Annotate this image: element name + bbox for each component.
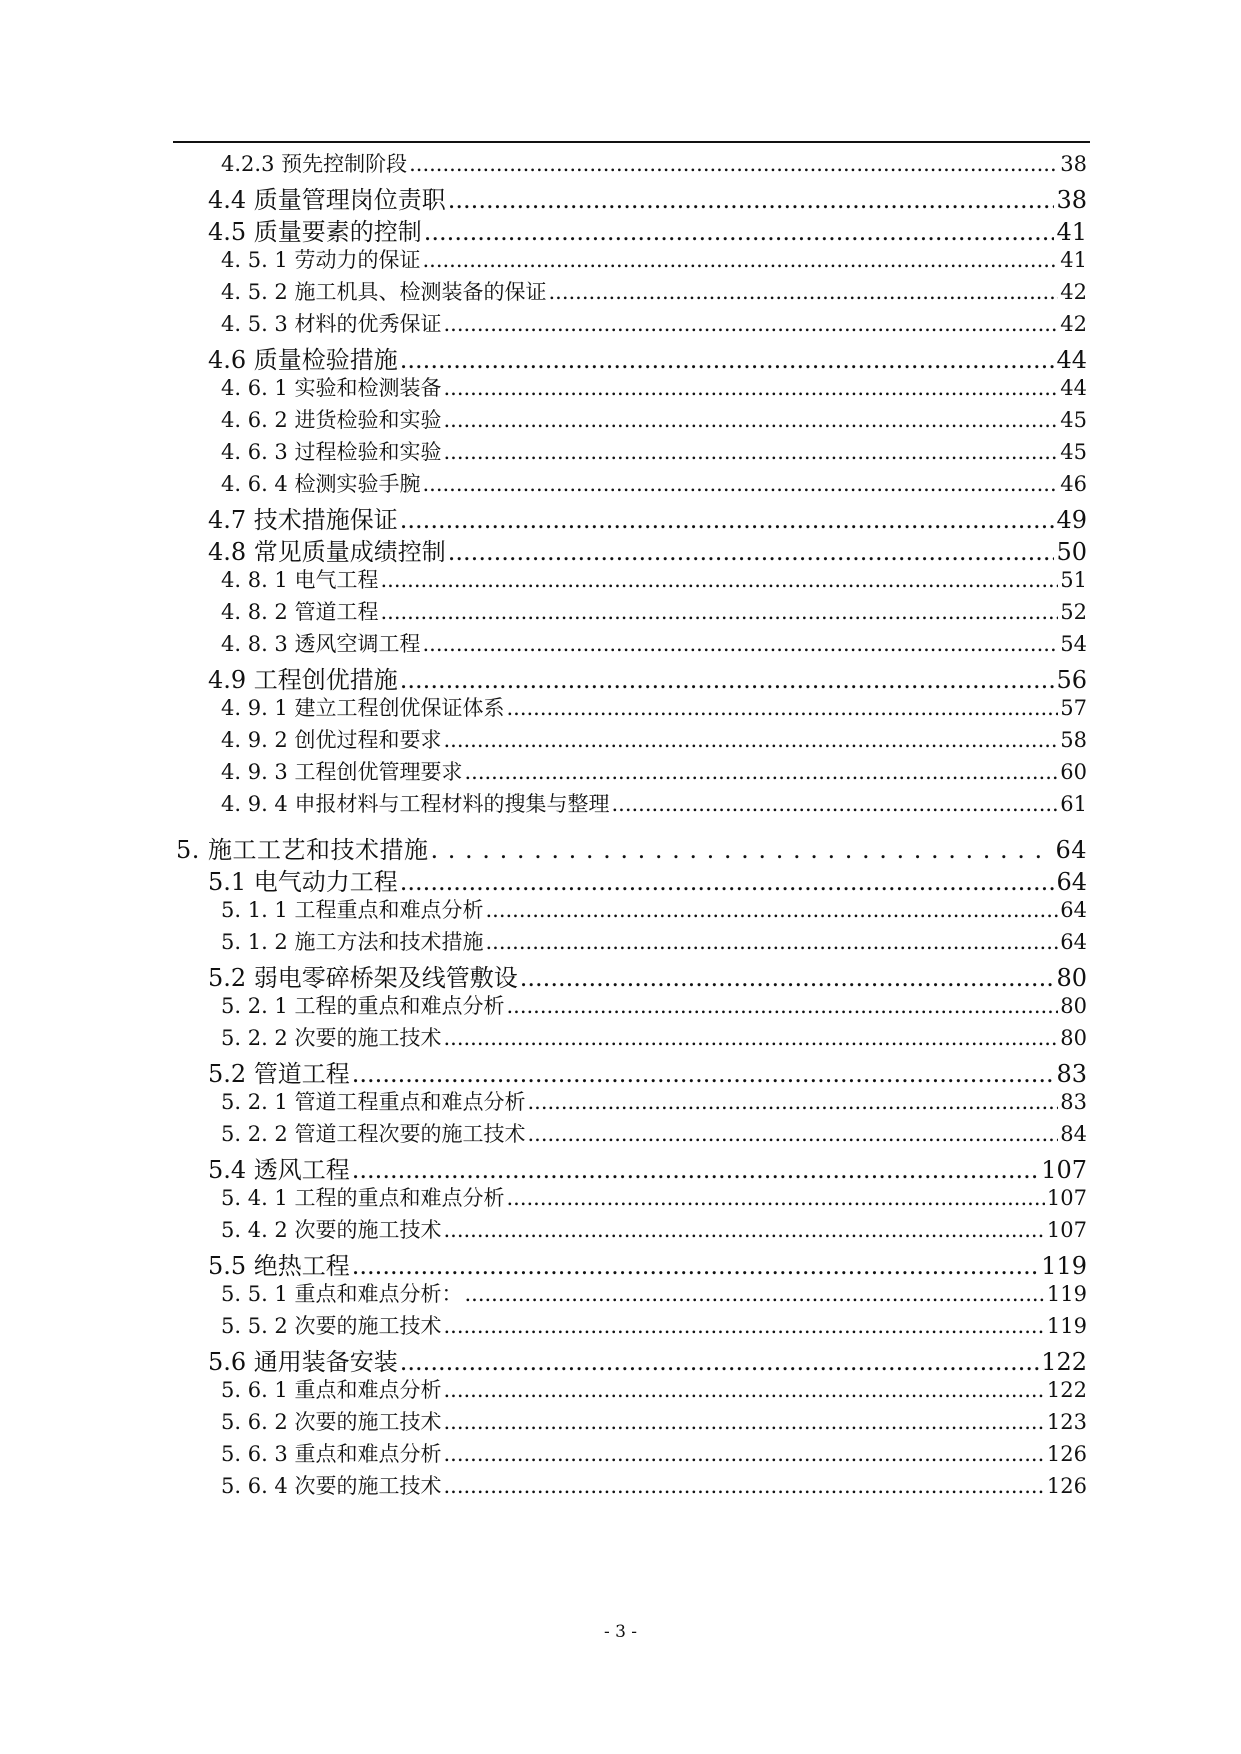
toc-leader-dots bbox=[443, 408, 1058, 432]
toc-entry[interactable] bbox=[221, 244, 1087, 274]
toc-entry-page: 52 bbox=[1060, 600, 1087, 624]
toc-entry[interactable] bbox=[221, 990, 1087, 1020]
toc-entry-title: 5. 2. 2 次要的施工技术 bbox=[221, 1026, 442, 1050]
toc-leader-dots bbox=[424, 218, 1055, 246]
toc-entry[interactable] bbox=[221, 564, 1087, 594]
toc-entry-page: 122 bbox=[1046, 1378, 1087, 1402]
toc-entry-page: 64 bbox=[1055, 836, 1087, 864]
toc-entry-title: 4.6 质量检验措施 bbox=[208, 346, 398, 374]
toc-entry[interactable] bbox=[208, 958, 1087, 993]
toc-entry-title: 5. 6. 1 重点和难点分析 bbox=[221, 1378, 442, 1402]
toc-leader-dots bbox=[485, 930, 1058, 954]
toc-entry[interactable] bbox=[221, 724, 1087, 754]
toc-entry-page: 45 bbox=[1060, 440, 1087, 464]
toc-leader-dots bbox=[400, 346, 1055, 374]
toc-leader-dots bbox=[400, 1348, 1039, 1376]
toc-entry-title: 4. 5. 1 劳动力的保证 bbox=[221, 248, 421, 272]
toc-entry[interactable] bbox=[221, 1374, 1087, 1404]
toc-leader-dots bbox=[422, 472, 1058, 496]
toc-leader-dots bbox=[400, 506, 1055, 534]
toc-entry-page: 38 bbox=[1060, 152, 1087, 176]
toc-entry[interactable] bbox=[208, 660, 1087, 695]
toc-entry-page: 58 bbox=[1060, 728, 1087, 752]
toc-entry-title: 4.4 质量管理岗位责职 bbox=[208, 186, 446, 214]
toc-entry-page: 119 bbox=[1041, 1252, 1087, 1280]
toc-entry-page: 44 bbox=[1056, 346, 1087, 374]
toc-leader-dots bbox=[431, 836, 1054, 864]
toc-entry-title: 5. 6. 4 次要的施工技术 bbox=[221, 1474, 442, 1498]
toc-entry-title: 4. 9. 3 工程创优管理要求 bbox=[221, 760, 463, 784]
header-rule bbox=[173, 141, 1090, 143]
toc-entry[interactable] bbox=[221, 756, 1087, 786]
toc-entry[interactable] bbox=[221, 628, 1087, 658]
toc-entry-title: 4. 9. 2 创优过程和要求 bbox=[221, 728, 442, 752]
toc-entry[interactable] bbox=[221, 276, 1087, 306]
toc-leader-dots bbox=[422, 632, 1058, 656]
toc-entry[interactable] bbox=[221, 468, 1087, 498]
toc-entry-page: 60 bbox=[1060, 760, 1087, 784]
toc-entry-page: 83 bbox=[1060, 1090, 1087, 1114]
page-number: - 3 - bbox=[603, 1622, 638, 1642]
toc-entry[interactable] bbox=[221, 596, 1087, 626]
toc-entry-page: 122 bbox=[1041, 1348, 1087, 1376]
toc-entry-title: 5.4 透风工程 bbox=[208, 1156, 350, 1184]
toc-leader-dots bbox=[527, 1090, 1058, 1114]
toc-leader-dots bbox=[380, 568, 1058, 592]
toc-leader-dots bbox=[448, 186, 1055, 214]
toc-entry[interactable] bbox=[221, 1278, 1087, 1308]
toc-leader-dots bbox=[443, 1442, 1044, 1466]
toc-entry-page: 80 bbox=[1060, 994, 1087, 1018]
toc-entry-page: 56 bbox=[1056, 666, 1087, 694]
toc-leader-dots bbox=[443, 1026, 1058, 1050]
toc-leader-dots bbox=[352, 1060, 1055, 1088]
toc-entry-page: 83 bbox=[1056, 1060, 1087, 1088]
toc-entry[interactable] bbox=[221, 372, 1087, 402]
toc-entry[interactable] bbox=[221, 404, 1087, 434]
toc-entry-page: 64 bbox=[1060, 898, 1087, 922]
toc-entry-page: 123 bbox=[1046, 1410, 1087, 1434]
toc-entry[interactable] bbox=[221, 1086, 1087, 1116]
toc-entry[interactable] bbox=[221, 1438, 1087, 1468]
toc-entry-page: 126 bbox=[1046, 1442, 1087, 1466]
toc-entry-page: 84 bbox=[1060, 1122, 1087, 1146]
toc-entry-title: 5.6 通用装备安装 bbox=[208, 1348, 398, 1376]
toc-entry[interactable] bbox=[176, 830, 1087, 865]
toc-entry-title: 5. 6. 2 次要的施工技术 bbox=[221, 1410, 442, 1434]
toc-entry-title: 4. 6. 1 实验和检测装备 bbox=[221, 376, 442, 400]
toc-entry-title: 5.5 绝热工程 bbox=[208, 1252, 350, 1280]
toc-leader-dots bbox=[352, 1252, 1039, 1280]
toc-entry[interactable] bbox=[221, 1022, 1087, 1052]
toc-entry-page: 80 bbox=[1060, 1026, 1087, 1050]
toc-entry-title: 5.2 弱电零碎桥架及线管敷设 bbox=[208, 964, 518, 992]
toc-entry-page: 41 bbox=[1056, 218, 1087, 246]
toc-entry[interactable] bbox=[208, 1342, 1087, 1377]
toc-entry-page: 119 bbox=[1046, 1314, 1087, 1338]
toc-entry[interactable] bbox=[208, 500, 1087, 535]
toc-entry-page: 54 bbox=[1060, 632, 1087, 656]
toc-entry-page: 44 bbox=[1060, 376, 1087, 400]
toc-entry[interactable] bbox=[208, 532, 1087, 567]
toc-entry-page: 46 bbox=[1060, 472, 1087, 496]
toc-entry-page: 38 bbox=[1056, 186, 1087, 214]
toc-entry-title: 4.8 常见质量成绩控制 bbox=[208, 538, 446, 566]
toc-leader-dots bbox=[448, 538, 1055, 566]
toc-leader-dots bbox=[611, 792, 1058, 816]
toc-entry-page: 64 bbox=[1056, 868, 1087, 896]
toc-entry-title: 4. 9. 4 申报材料与工程材料的搜集与整理 bbox=[221, 792, 610, 816]
toc-entry-page: 64 bbox=[1060, 930, 1087, 954]
toc-entry-title: 4.5 质量要素的控制 bbox=[208, 218, 422, 246]
toc-entry[interactable] bbox=[221, 308, 1087, 338]
toc-entry-page: 41 bbox=[1060, 248, 1087, 272]
toc-entry-title: 5. 2. 2 管道工程次要的施工技术 bbox=[221, 1122, 526, 1146]
toc-entry-title: 4. 6. 2 进货检验和实验 bbox=[221, 408, 442, 432]
toc-leader-dots bbox=[443, 1474, 1044, 1498]
toc-leader-dots bbox=[443, 1410, 1044, 1434]
toc-leader-dots bbox=[443, 312, 1058, 336]
toc-leader-dots bbox=[548, 280, 1058, 304]
toc-entry-page: 107 bbox=[1046, 1218, 1087, 1242]
toc-entry-title: 4.2.3 预先控制阶段 bbox=[221, 152, 408, 176]
toc-entry-title: 4. 6. 3 过程检验和实验 bbox=[221, 440, 442, 464]
toc-leader-dots bbox=[506, 1186, 1044, 1210]
toc-leader-dots bbox=[443, 376, 1058, 400]
toc-entry-page: 49 bbox=[1056, 506, 1087, 534]
toc-entry-page: 45 bbox=[1060, 408, 1087, 432]
toc-leader-dots bbox=[409, 152, 1058, 176]
toc-leader-dots bbox=[443, 1378, 1044, 1402]
toc-entry[interactable] bbox=[221, 788, 1087, 818]
toc-entry[interactable] bbox=[208, 180, 1087, 215]
toc-entry-title: 4. 5. 2 施工机具、检测装备的保证 bbox=[221, 280, 547, 304]
toc-leader-dots bbox=[422, 248, 1058, 272]
toc-entry[interactable] bbox=[208, 1054, 1087, 1089]
toc-leader-dots bbox=[520, 964, 1055, 992]
toc-entry-page: 107 bbox=[1041, 1156, 1087, 1184]
toc-entry-page: 57 bbox=[1060, 696, 1087, 720]
toc-entry[interactable] bbox=[221, 1470, 1087, 1500]
toc-entry-title: 4. 5. 3 材料的优秀保证 bbox=[221, 312, 442, 336]
toc-entry-title: 4. 9. 1 建立工程创优保证体系 bbox=[221, 696, 505, 720]
toc-entry-title: 5.2 管道工程 bbox=[208, 1060, 350, 1088]
toc-entry-title: 4. 8. 2 管道工程 bbox=[221, 600, 379, 624]
toc-entry-page: 50 bbox=[1056, 538, 1087, 566]
toc-entry-title: 5. 6. 3 重点和难点分析 bbox=[221, 1442, 442, 1466]
toc-entry[interactable] bbox=[221, 692, 1087, 722]
toc-leader-dots bbox=[443, 1218, 1044, 1242]
toc-entry-title: 5. 4. 2 次要的施工技术 bbox=[221, 1218, 442, 1242]
toc-entry[interactable] bbox=[221, 436, 1087, 466]
toc-entry-title: 5.1 电气动力工程 bbox=[208, 868, 398, 896]
toc-entry[interactable] bbox=[221, 1406, 1087, 1436]
toc-entry-page: 80 bbox=[1056, 964, 1087, 992]
toc-entry-title: 4. 8. 1 电气工程 bbox=[221, 568, 379, 592]
toc-entry-title: 4. 8. 3 透风空调工程 bbox=[221, 632, 421, 656]
toc-entry[interactable] bbox=[221, 926, 1087, 956]
toc-entry[interactable] bbox=[221, 1214, 1087, 1244]
toc-leader-dots bbox=[506, 696, 1058, 720]
toc-entry-page: 42 bbox=[1060, 280, 1087, 304]
toc-entry-page: 119 bbox=[1046, 1282, 1087, 1306]
toc-entry-title: 5. 1. 2 施工方法和技术措施 bbox=[221, 930, 484, 954]
toc-entry-title: 5. 施工工艺和技术措施 bbox=[176, 836, 429, 864]
toc-entry-title: 4.7 技术措施保证 bbox=[208, 506, 398, 534]
toc-leader-dots bbox=[464, 1282, 1044, 1306]
toc-leader-dots bbox=[443, 1314, 1044, 1338]
toc-entry[interactable] bbox=[221, 148, 1087, 178]
toc-entry-title: 5. 5. 2 次要的施工技术 bbox=[221, 1314, 442, 1338]
toc-entry-title: 5. 2. 1 管道工程重点和难点分析 bbox=[221, 1090, 526, 1114]
toc-entry-page: 42 bbox=[1060, 312, 1087, 336]
toc-entry[interactable] bbox=[221, 1118, 1087, 1148]
toc-leader-dots bbox=[380, 600, 1058, 624]
toc-leader-dots bbox=[443, 440, 1058, 464]
toc-leader-dots bbox=[485, 898, 1058, 922]
toc-entry[interactable] bbox=[221, 1310, 1087, 1340]
toc-entry[interactable] bbox=[208, 340, 1087, 375]
toc-leader-dots bbox=[400, 666, 1055, 694]
toc-entry[interactable] bbox=[208, 862, 1087, 897]
toc-leader-dots bbox=[506, 994, 1058, 1018]
toc-leader-dots bbox=[443, 728, 1058, 752]
toc-leader-dots bbox=[527, 1122, 1058, 1146]
toc-entry-page: 107 bbox=[1046, 1186, 1087, 1210]
toc-entry[interactable] bbox=[208, 1246, 1087, 1281]
toc-entry[interactable] bbox=[221, 1182, 1087, 1212]
toc-leader-dots bbox=[464, 760, 1058, 784]
toc-entry-page: 51 bbox=[1060, 568, 1087, 592]
toc-leader-dots bbox=[352, 1156, 1039, 1184]
toc-leader-dots bbox=[400, 868, 1055, 896]
toc-entry-page: 61 bbox=[1060, 792, 1087, 816]
toc-entry-title: 5. 2. 1 工程的重点和难点分析 bbox=[221, 994, 505, 1018]
toc-entry-page: 126 bbox=[1046, 1474, 1087, 1498]
toc-entry-title: 5. 1. 1 工程重点和难点分析 bbox=[221, 898, 484, 922]
toc-entry-title: 4. 6. 4 检测实验手腕 bbox=[221, 472, 421, 496]
toc-entry[interactable] bbox=[208, 1150, 1087, 1185]
toc-entry-title: 5. 4. 1 工程的重点和难点分析 bbox=[221, 1186, 505, 1210]
toc-entry[interactable] bbox=[221, 894, 1087, 924]
toc-entry-title: 5. 5. 1 重点和难点分析： bbox=[221, 1282, 463, 1306]
toc-entry[interactable] bbox=[208, 212, 1087, 247]
toc-entry-title: 4.9 工程创优措施 bbox=[208, 666, 398, 694]
